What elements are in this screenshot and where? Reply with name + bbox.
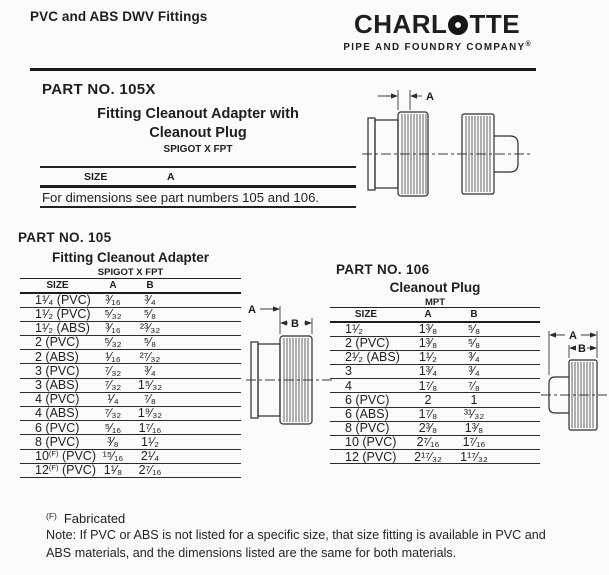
- size-cell: 3: [330, 365, 402, 379]
- dim-b-cell: 1⁷⁄₁₆: [131, 421, 169, 435]
- header-divider: [30, 68, 536, 71]
- dim-a-cell: 1³⁄₄: [402, 365, 454, 379]
- dim-b-cell: ³¹⁄₃₂: [454, 407, 494, 421]
- table-row: [20, 336, 241, 350]
- size-cell: 12$^{(F)}$ (PVC): [20, 463, 95, 477]
- logo-o-icon: [448, 15, 468, 35]
- size-cell: 1¹⁄₂ (PVC): [20, 307, 95, 321]
- part-106-table: [330, 307, 540, 464]
- dim-b-label: B: [578, 343, 586, 355]
- dim-a-cell: 1⁷⁄₈: [402, 407, 454, 421]
- logo-wordmark: [336, 11, 538, 37]
- column-header-size: SIZE: [20, 279, 95, 294]
- column-header-a: A: [95, 279, 131, 294]
- table-row: [330, 322, 540, 336]
- table-row: [330, 379, 540, 393]
- footnote-marker: (F): [46, 511, 57, 521]
- part-105-heading: PART NO. 105: [18, 230, 112, 245]
- size-cell: 6 (ABS): [330, 407, 402, 421]
- column-header-b: B: [454, 308, 494, 323]
- company-logo: [336, 11, 538, 53]
- size-cell: 10$^{(F)}$ (PVC): [20, 449, 95, 463]
- size-cell: 1¹⁄₂: [330, 322, 402, 336]
- divider: [40, 185, 356, 188]
- table-row: [330, 436, 540, 450]
- table-row: [20, 307, 241, 321]
- dim-b-cell: ⁵⁄₈: [454, 322, 494, 336]
- logo-tagline: PIPE AND FOUNDRY COMPANY®: [343, 41, 531, 53]
- dim-a-label: A: [426, 91, 434, 103]
- dim-a-cell: 2⁷⁄₁₆: [402, 436, 454, 450]
- table-row: [330, 365, 540, 379]
- dim-b-cell: ⁵⁄₈: [454, 336, 494, 350]
- dim-b-cell: ³⁄₄: [131, 364, 169, 378]
- materials-note-line1: Note: If PVC or ABS is not listed for a specific size, that size fitting is available in PVC and: [46, 528, 546, 542]
- materials-note-line2: ABS materials, and the dimensions listed are the same for both materials.: [46, 546, 457, 560]
- dim-a-cell: ³⁄₈: [95, 435, 131, 449]
- table-row: [20, 321, 241, 335]
- dim-b-cell: 1¹⁄₂: [131, 435, 169, 449]
- column-header-a: A: [402, 308, 454, 323]
- dim-a-cell: ¹⁄₄: [95, 392, 131, 406]
- part-105x-title: Fitting Cleanout Adapter with Cleanout Plug: [97, 106, 299, 141]
- table-row: [20, 364, 241, 378]
- table-row: [330, 393, 540, 407]
- dim-a-cell: ³⁄₁₆: [95, 321, 131, 335]
- size-cell: 2 (PVC): [330, 336, 402, 350]
- table-row: [330, 407, 540, 421]
- size-cell: 4 (PVC): [20, 392, 95, 406]
- part-106-title: Cleanout Plug: [389, 280, 481, 295]
- footnote-marker: (F): [48, 448, 59, 458]
- dim-b-cell: ⁷⁄₈: [454, 379, 494, 393]
- dim-a-label: A: [569, 330, 577, 342]
- dim-a-cell: ⁵⁄₃₂: [95, 336, 131, 350]
- size-cell: 8 (PVC): [330, 421, 402, 435]
- dim-a-cell: ⁷⁄₃₂: [95, 378, 131, 392]
- part-105-table: [20, 278, 241, 478]
- table-row: [330, 336, 540, 350]
- dim-b-cell: 2⁷⁄₁₆: [131, 463, 169, 477]
- part-106-heading: PART NO. 106: [336, 262, 430, 277]
- footnote-marker: (F): [48, 463, 59, 473]
- size-cell: 8 (PVC): [20, 435, 95, 449]
- dim-a-cell: 1³⁄₈: [402, 336, 454, 350]
- size-cell: 6 (PVC): [330, 393, 402, 407]
- dim-b-cell: ⁷⁄₈: [131, 392, 169, 406]
- dim-b-cell: 1: [454, 393, 494, 407]
- dim-a-cell: 2³⁄₈: [402, 421, 454, 435]
- table-header-row: [330, 308, 540, 323]
- dim-a-cell: ⁵⁄₁₆: [95, 421, 131, 435]
- table-row: [20, 435, 241, 449]
- part-105x-note: For dimensions see part numbers 105 and 106.: [42, 189, 320, 205]
- dim-a-cell: ³⁄₁₆: [95, 293, 131, 307]
- dim-b-cell: 1⁷⁄₁₆: [454, 436, 494, 450]
- dim-b-cell: 1¹⁷⁄₃₂: [454, 450, 494, 464]
- dim-a-cell: 1¹⁄₂: [402, 350, 454, 364]
- logo-word-start: CHARL: [353, 9, 448, 39]
- table-row: [20, 407, 241, 421]
- dim-a-cell: 1¹⁄₈: [95, 463, 131, 477]
- column-header-size: SIZE: [84, 171, 108, 183]
- size-cell: 1¹⁄₄ (PVC): [20, 293, 95, 307]
- table-row: [20, 293, 241, 307]
- table-row: [330, 450, 540, 464]
- table-row: [330, 350, 540, 364]
- dim-b-cell: ³⁄₄: [454, 350, 494, 364]
- footnote: [46, 511, 125, 526]
- dim-b-cell: 1⁹⁄₃₂: [131, 407, 169, 421]
- size-cell: 2 (PVC): [20, 336, 95, 350]
- dim-b-label: B: [291, 318, 299, 330]
- dim-a-label: A: [248, 304, 256, 316]
- size-cell: 2 (ABS): [20, 350, 95, 364]
- table-row: [20, 392, 241, 406]
- column-header-empty: [169, 279, 241, 294]
- dim-a-cell: 1³⁄₈: [402, 322, 454, 336]
- dim-a-cell: ⁷⁄₃₂: [95, 364, 131, 378]
- part-105x-heading: PART NO. 105X: [42, 81, 156, 98]
- adapter-dimension-drawing: [246, 296, 332, 426]
- column-header-empty: [494, 308, 540, 323]
- size-cell: 3 (PVC): [20, 364, 95, 378]
- dim-a-cell: 2: [402, 393, 454, 407]
- dim-b-cell: ³⁄₄: [454, 365, 494, 379]
- part-105-subtitle: SPIGOT X FPT: [97, 266, 164, 278]
- page-title: PVC and ABS DWV Fittings: [30, 9, 208, 24]
- size-cell: 4 (ABS): [20, 407, 95, 421]
- column-header-a: A: [167, 171, 175, 183]
- logo-word-end: TTE: [469, 9, 521, 39]
- footnote-text: Fabricated: [63, 511, 126, 526]
- plug-dimension-drawing: [541, 315, 607, 443]
- dim-b-cell: 2¹⁄₄: [131, 449, 169, 463]
- size-cell: 6 (PVC): [20, 421, 95, 435]
- registered-mark: ®: [525, 41, 531, 48]
- dim-a-cell: ¹⁄₁₆: [95, 350, 131, 364]
- dim-b-cell: ⁵⁄₈: [131, 307, 169, 321]
- part-106-subtitle: MPT: [424, 296, 446, 308]
- adapter-with-plug-drawing: [362, 84, 530, 204]
- dim-b-cell: 1⁵⁄₃₂: [131, 378, 169, 392]
- dim-b-cell: ²³⁄₃₂: [131, 321, 169, 335]
- size-cell: 4: [330, 379, 402, 393]
- size-cell: 1¹⁄₂ (ABS): [20, 321, 95, 335]
- table-row: [20, 449, 241, 463]
- size-cell: 12 (PVC): [330, 450, 402, 464]
- table-row: [20, 421, 241, 435]
- table-row: [20, 350, 241, 364]
- dim-b-cell: ³⁄₄: [131, 293, 169, 307]
- part-105-title: Fitting Cleanout Adapter: [52, 250, 209, 265]
- size-cell: 3 (ABS): [20, 378, 95, 392]
- divider: [40, 166, 356, 168]
- dim-b-cell: ⁵⁄₈: [131, 336, 169, 350]
- dim-b-cell: ²⁷⁄₃₂: [131, 350, 169, 364]
- part-105x-subtitle: SPIGOT X FPT: [163, 144, 233, 155]
- dim-a-cell: ¹⁵⁄₁₆: [95, 449, 131, 463]
- column-header-b: B: [131, 279, 169, 294]
- divider: [40, 206, 356, 208]
- column-header-size: SIZE: [330, 308, 402, 323]
- table-row: [330, 421, 540, 435]
- dim-a-cell: ⁵⁄₃₂: [95, 307, 131, 321]
- dim-a-cell: ⁷⁄₃₂: [95, 407, 131, 421]
- table-header-row: [20, 279, 241, 294]
- size-cell: 2¹⁄₂ (ABS): [330, 350, 402, 364]
- dim-b-cell: 1³⁄₈: [454, 421, 494, 435]
- dim-a-cell: 1⁷⁄₈: [402, 379, 454, 393]
- dim-a-cell: 2¹⁷⁄₃₂: [402, 450, 454, 464]
- size-cell: 10 (PVC): [330, 436, 402, 450]
- table-row: [20, 378, 241, 392]
- table-row: [20, 463, 241, 477]
